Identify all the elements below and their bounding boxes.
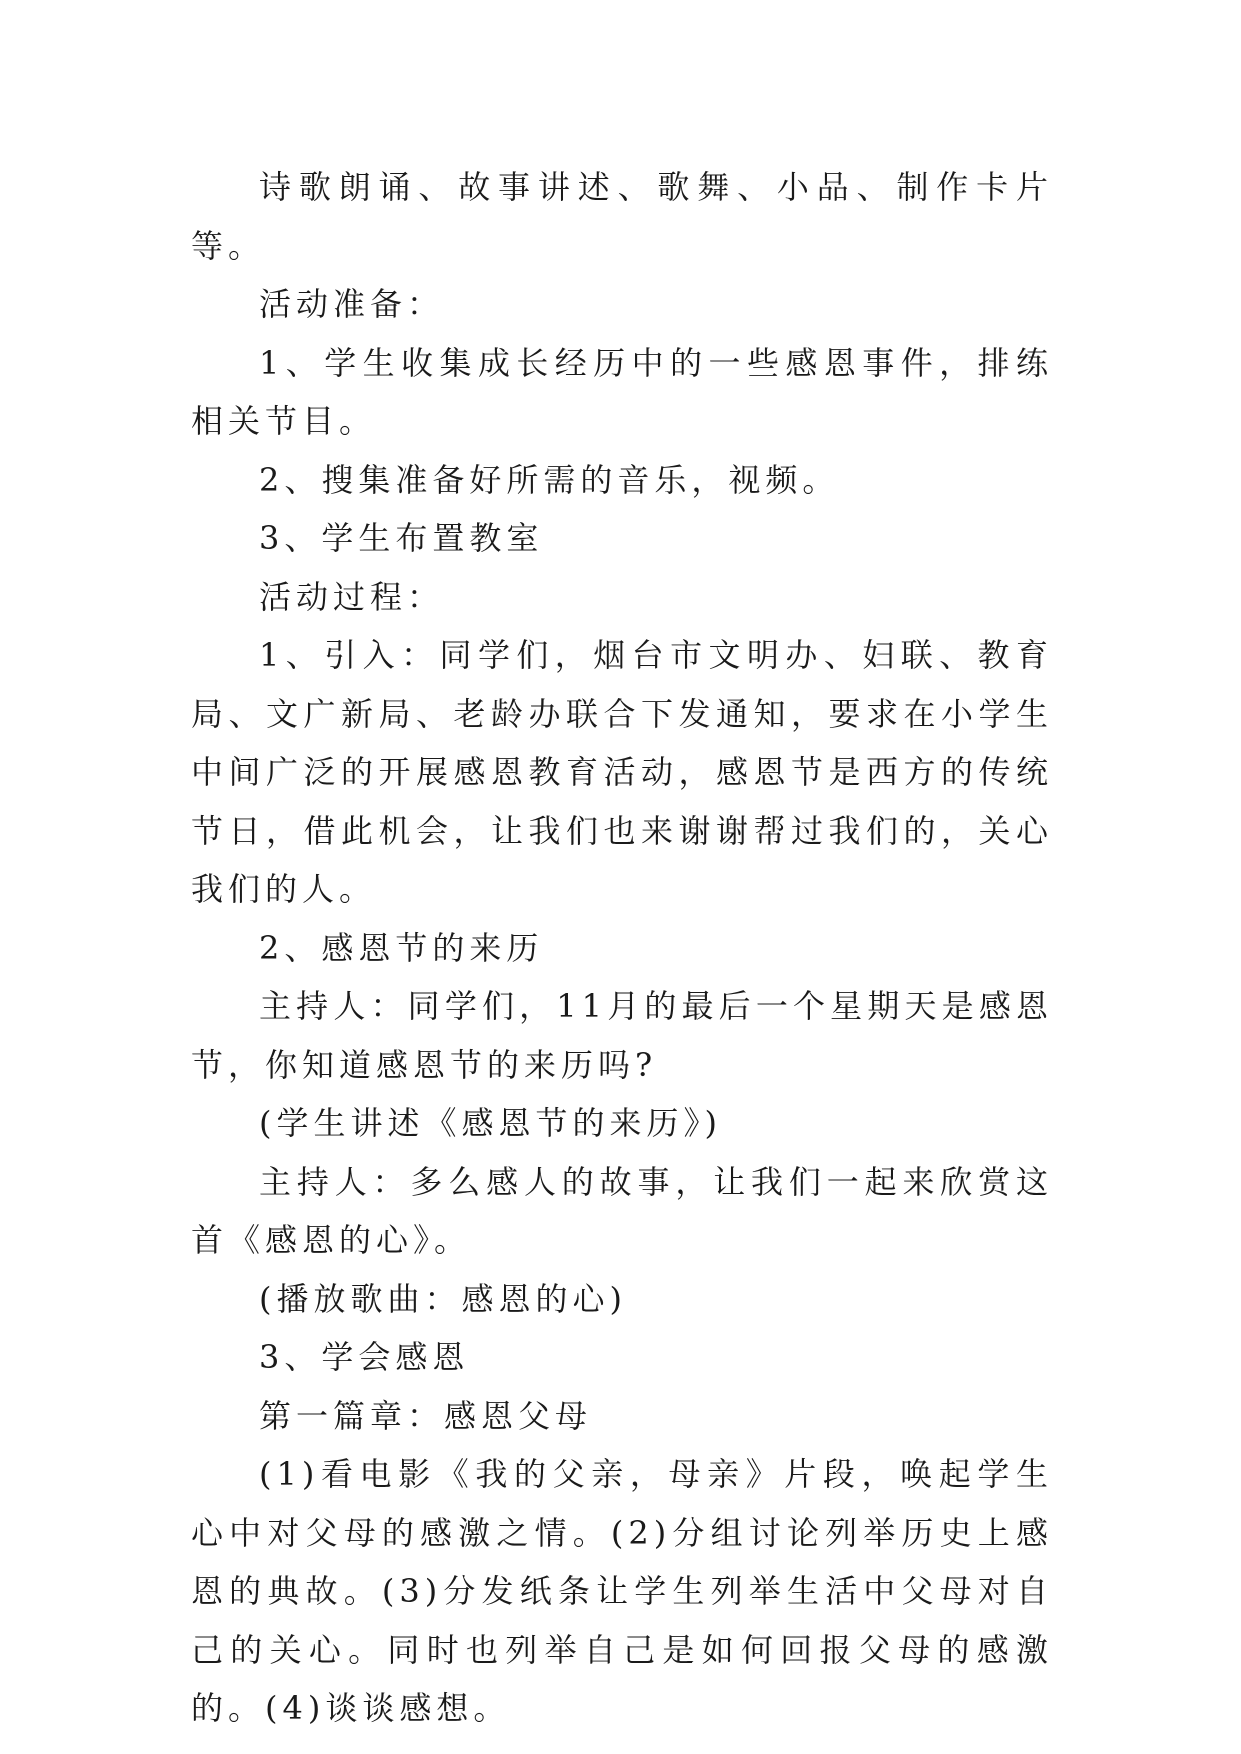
paragraph-activity-forms: 诗歌朗诵、故事讲述、歌舞、小品、制作卡片等。	[191, 168, 1053, 265]
paragraph-learn-gratitude-heading: 3、学会感恩	[259, 1338, 470, 1376]
paragraph-host-song-intro: 主持人：多么感人的故事，让我们一起来欣赏这首《感恩的心》。	[191, 1162, 1053, 1259]
paragraph-preparation-3: 3、学生布置教室	[259, 519, 544, 557]
paragraph-chapter-one-activities: (1)看电影《我的父亲，母亲》片段，唤起学生心中对父母的感激之情。(2)分组讨论列举历史上感恩的典故。(3)分发纸条让学生列举生活中父母对自己的关心。同时也列举自己是如何回报父母的感激的。(4)谈谈感想。	[191, 1455, 1053, 1727]
paragraph-preparation-2: 2、搜集准备好所需的音乐，视频。	[259, 460, 840, 499]
paragraph-preparation-1: 1、学生收集成长经历中的一些感恩事件，排练相关节目。	[191, 343, 1053, 440]
paragraph-play-song: (播放歌曲：感恩的心)	[259, 1279, 627, 1318]
paragraph-process-heading: 活动过程：	[259, 577, 445, 616]
paragraph-chapter-one-heading: 第一篇章：感恩父母	[259, 1396, 593, 1435]
paragraph-host-question: 主持人：同学们，11月的最后一个星期天是感恩节，你知道感恩节的来历吗?	[191, 987, 1053, 1084]
paragraph-introduction: 1、引入：同学们，烟台市文明办、妇联、教育局、文广新局、老龄办联合下发通知，要求在小学生中间广泛的开展感恩教育活动，感恩节是西方的传统节日，借此机会，让我们也来谢谢帮过我们的，关心我们的人。	[191, 636, 1053, 908]
paragraph-preparation-heading: 活动准备：	[259, 285, 445, 323]
paragraph-student-story: (学生讲述《感恩节的来历》)	[259, 1104, 722, 1142]
document-body	[191, 158, 1053, 1738]
paragraph-thanksgiving-origin-heading: 2、感恩节的来历	[259, 928, 544, 967]
